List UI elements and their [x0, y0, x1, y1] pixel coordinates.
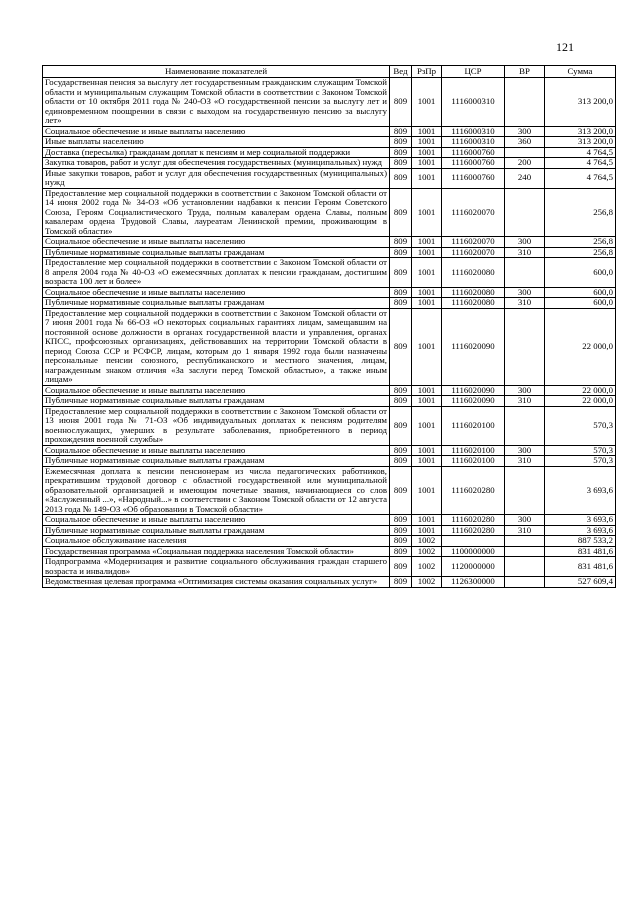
- header-ved: Вед: [390, 66, 412, 78]
- row-ved: 809: [390, 557, 412, 577]
- row-name: Социальное обеспечение и иные выплаты населению: [43, 126, 390, 137]
- row-vr: 300: [505, 385, 545, 396]
- table-row: [43, 546, 616, 557]
- row-vr: [505, 577, 545, 588]
- table-row: [43, 287, 616, 298]
- row-ved: 809: [390, 78, 412, 127]
- row-vr: 310: [505, 456, 545, 467]
- row-name: Публичные нормативные социальные выплаты гражданам: [43, 298, 390, 309]
- row-name: Социальное обеспечение и иные выплаты населению: [43, 445, 390, 456]
- row-csr: 1116020080: [442, 287, 505, 298]
- row-sum: 600,0: [545, 287, 616, 298]
- row-name: Публичные нормативные социальные выплаты гражданам: [43, 456, 390, 467]
- row-vr: 300: [505, 445, 545, 456]
- row-vr: 300: [505, 237, 545, 248]
- row-vr: 310: [505, 396, 545, 407]
- row-csr: 1116020090: [442, 308, 505, 385]
- budget-table: [42, 65, 616, 588]
- row-vr: [505, 546, 545, 557]
- row-ved: 809: [390, 396, 412, 407]
- row-sum: 22 000,0: [545, 308, 616, 385]
- row-csr: 1116000310: [442, 78, 505, 127]
- row-csr: [442, 536, 505, 547]
- row-vr: [505, 557, 545, 577]
- row-csr: 1116020100: [442, 445, 505, 456]
- table-row: [43, 168, 616, 188]
- row-ved: 809: [390, 525, 412, 536]
- row-csr: 1126300000: [442, 577, 505, 588]
- row-rzpr: 1001: [412, 396, 442, 407]
- table-row: [43, 308, 616, 385]
- row-csr: 1116000760: [442, 168, 505, 188]
- row-ved: 809: [390, 158, 412, 169]
- row-vr: [505, 308, 545, 385]
- row-rzpr: 1001: [412, 466, 442, 515]
- row-csr: 1120000000: [442, 557, 505, 577]
- row-ved: 809: [390, 126, 412, 137]
- row-sum: 570,3: [545, 456, 616, 467]
- row-sum: 256,8: [545, 247, 616, 258]
- row-vr: 300: [505, 126, 545, 137]
- row-csr: 1116020070: [442, 247, 505, 258]
- row-ved: 809: [390, 247, 412, 258]
- row-rzpr: 1001: [412, 78, 442, 127]
- row-ved: 809: [390, 258, 412, 288]
- row-ved: 809: [390, 406, 412, 445]
- row-csr: 1116020090: [442, 396, 505, 407]
- row-ved: 809: [390, 515, 412, 526]
- row-name: Публичные нормативные социальные выплаты гражданам: [43, 396, 390, 407]
- row-sum: 22 000,0: [545, 396, 616, 407]
- row-ved: 809: [390, 287, 412, 298]
- row-ved: 809: [390, 168, 412, 188]
- row-rzpr: 1001: [412, 188, 442, 237]
- row-csr: 1116020100: [442, 456, 505, 467]
- row-csr: 1116000310: [442, 137, 505, 148]
- row-csr: 1116000760: [442, 158, 505, 169]
- row-rzpr: 1002: [412, 577, 442, 588]
- row-ved: 809: [390, 308, 412, 385]
- row-sum: 313 200,0: [545, 78, 616, 127]
- table-row: [43, 515, 616, 526]
- table-row: [43, 466, 616, 515]
- row-vr: 300: [505, 515, 545, 526]
- row-vr: 310: [505, 298, 545, 309]
- row-sum: 313 200,0: [545, 126, 616, 137]
- row-rzpr: 1001: [412, 456, 442, 467]
- row-rzpr: 1001: [412, 168, 442, 188]
- row-ved: 809: [390, 188, 412, 237]
- row-sum: 570,3: [545, 406, 616, 445]
- row-ved: 809: [390, 298, 412, 309]
- row-sum: 570,3: [545, 445, 616, 456]
- table-row: [43, 78, 616, 127]
- table-row: [43, 525, 616, 536]
- row-sum: 313 200,0: [545, 137, 616, 148]
- table-row: [43, 577, 616, 588]
- row-sum: 527 609,4: [545, 577, 616, 588]
- row-csr: 1116020280: [442, 466, 505, 515]
- row-name: Социальное обеспечение и иные выплаты населению: [43, 515, 390, 526]
- row-ved: 809: [390, 466, 412, 515]
- row-name: Ведомственная целевая программа «Оптимизация системы оказания социальных услуг»: [43, 577, 390, 588]
- table-row: [43, 298, 616, 309]
- row-ved: 809: [390, 445, 412, 456]
- row-ved: 809: [390, 147, 412, 158]
- row-rzpr: 1001: [412, 158, 442, 169]
- page-number: 121: [556, 40, 574, 54]
- row-sum: 887 533,2: [545, 536, 616, 547]
- row-vr: 310: [505, 525, 545, 536]
- row-csr: 1116000760: [442, 147, 505, 158]
- table-row: [43, 557, 616, 577]
- row-csr: 1116020080: [442, 258, 505, 288]
- header-vr: ВР: [505, 66, 545, 78]
- row-rzpr: 1002: [412, 536, 442, 547]
- row-csr: 1116020280: [442, 525, 505, 536]
- header-rzpr: РзПр: [412, 66, 442, 78]
- table-row: [43, 237, 616, 248]
- row-ved: 809: [390, 577, 412, 588]
- row-sum: 831 481,6: [545, 546, 616, 557]
- row-name: Иные закупки товаров, работ и услуг для обеспечения государственных (муниципальных) нужд: [43, 168, 390, 188]
- row-name: Социальное обеспечение и иные выплаты населению: [43, 237, 390, 248]
- table-row: [43, 385, 616, 396]
- row-rzpr: 1002: [412, 557, 442, 577]
- row-sum: 600,0: [545, 298, 616, 309]
- row-csr: 1116020080: [442, 298, 505, 309]
- table-row: [43, 247, 616, 258]
- table-row: [43, 258, 616, 288]
- row-name: Социальное обслуживание населения: [43, 536, 390, 547]
- row-name: Доставка (пересылка) гражданам доплат к пенсиям и мер социальной поддержки: [43, 147, 390, 158]
- row-rzpr: 1001: [412, 247, 442, 258]
- row-sum: 22 000,0: [545, 385, 616, 396]
- table-header-row: [43, 66, 616, 78]
- row-name: Публичные нормативные социальные выплаты гражданам: [43, 525, 390, 536]
- row-rzpr: 1001: [412, 126, 442, 137]
- row-ved: 809: [390, 237, 412, 248]
- row-csr: 1116020280: [442, 515, 505, 526]
- row-rzpr: 1001: [412, 137, 442, 148]
- row-vr: 360: [505, 137, 545, 148]
- row-sum: 3 693,6: [545, 515, 616, 526]
- header-sum: Сумма: [545, 66, 616, 78]
- row-csr: 1100000000: [442, 546, 505, 557]
- row-name: Предоставление мер социальной поддержки в соответствии с Законом Томской области от 13 июня 2001 года № 71-ОЗ «Об индивидуальных доплатах к пенсиям родителям военнослужащих, умерших в результате заболевания, приобретенного в период прохождения военной службы»: [43, 406, 390, 445]
- row-sum: 256,8: [545, 188, 616, 237]
- row-rzpr: 1001: [412, 258, 442, 288]
- row-name: Социальное обеспечение и иные выплаты населению: [43, 287, 390, 298]
- row-name: Государственная программа «Социальная поддержка населения Томской области»: [43, 546, 390, 557]
- table-row: [43, 445, 616, 456]
- row-rzpr: 1001: [412, 147, 442, 158]
- table-row: [43, 158, 616, 169]
- row-rzpr: 1001: [412, 308, 442, 385]
- row-vr: [505, 258, 545, 288]
- table-row: [43, 188, 616, 237]
- header-csr: ЦСР: [442, 66, 505, 78]
- row-name: Предоставление мер социальной поддержки в соответствии с Законом Томской области от 7 июня 2001 года № 66-ОЗ «О некоторых социальных гарантиях лицам, замещавшим на постоянной основе должности в органах государственной власти и управления, органах КПСС, профсоюзных организациях, действовавших на территории Томской области в период Союза ССР и РСФСР, лицам, которым до 1 января 1992 года были назначены персональные пенсии союзного, республиканского и местного значения, лицам, награжденным знаком отличия «За заслуги перед Томской областью», а также иным лицам»: [43, 308, 390, 385]
- row-name: Подпрограмма «Модернизация и развитие социального обслуживания граждан старшего возраста и инвалидов»: [43, 557, 390, 577]
- row-name: Предоставление мер социальной поддержки в соответствии с Законом Томской области от 14 июня 2002 года № 34-ОЗ «Об установлении надбавки к пенсии Героям Советского Союза, Героям Социалистического Труда, полным кавалерам ордена Славы, полным кавалерам ордена Трудовой Славы, лауреатам Ленинской премии, проживающим в Томской области»: [43, 188, 390, 237]
- row-name: Государственная пенсия за выслугу лет государственным гражданским служащим Томской области и муниципальным служащим Томской области в соответствии с Законом Томской области от 10 октября 2011 года № 240-ОЗ «О государственной пенсии за выслугу лет и единовременном поощрении в связи с выходом на государственную пенсию за выслугу лет»: [43, 78, 390, 127]
- row-sum: 4 764,5: [545, 168, 616, 188]
- row-sum: 3 693,6: [545, 525, 616, 536]
- table-row: [43, 536, 616, 547]
- row-sum: 3 693,6: [545, 466, 616, 515]
- table-row: [43, 396, 616, 407]
- row-ved: 809: [390, 137, 412, 148]
- row-vr: 310: [505, 247, 545, 258]
- row-rzpr: 1001: [412, 515, 442, 526]
- row-name: Публичные нормативные социальные выплаты гражданам: [43, 247, 390, 258]
- row-sum: 831 481,6: [545, 557, 616, 577]
- row-name: Предоставление мер социальной поддержки в соответствии с Законом Томской области от 8 апреля 2004 года № 40-ОЗ «О ежемесячных доплатах к пенсии гражданам, достигшим возраста 100 лет и более»: [43, 258, 390, 288]
- row-sum: 600,0: [545, 258, 616, 288]
- row-sum: 4 764,5: [545, 158, 616, 169]
- row-vr: 200: [505, 158, 545, 169]
- row-name: Социальное обеспечение и иные выплаты населению: [43, 385, 390, 396]
- row-sum: 256,8: [545, 237, 616, 248]
- row-rzpr: 1001: [412, 385, 442, 396]
- row-rzpr: 1001: [412, 298, 442, 309]
- row-ved: 809: [390, 546, 412, 557]
- row-ved: 809: [390, 385, 412, 396]
- row-name: Иные выплаты населению: [43, 137, 390, 148]
- table-row: [43, 137, 616, 148]
- row-vr: [505, 466, 545, 515]
- row-vr: [505, 147, 545, 158]
- row-vr: [505, 406, 545, 445]
- row-vr: 240: [505, 168, 545, 188]
- row-ved: 809: [390, 536, 412, 547]
- row-csr: 1116020090: [442, 385, 505, 396]
- row-rzpr: 1001: [412, 237, 442, 248]
- row-vr: [505, 78, 545, 127]
- row-name: Ежемесячная доплата к пенсии пенсионерам из числа педагогических работников, прекратившим трудовой договор с областной государственной или муниципальной образовательной организацией и имеющим почетные звания, начинающиеся со слов «Заслуженный ...», «Народный...» в соответствии с Законом Томской области от 12 августа 2013 года № 149-ОЗ «Об образовании в Томской области»: [43, 466, 390, 515]
- row-rzpr: 1001: [412, 525, 442, 536]
- row-rzpr: 1001: [412, 406, 442, 445]
- row-name: Закупка товаров, работ и услуг для обеспечения государственных (муниципальных) нужд: [43, 158, 390, 169]
- header-name: Наименование показателей: [43, 66, 390, 78]
- table-row: [43, 126, 616, 137]
- row-vr: 300: [505, 287, 545, 298]
- table-row: [43, 406, 616, 445]
- row-rzpr: 1001: [412, 287, 442, 298]
- row-csr: 1116000310: [442, 126, 505, 137]
- row-rzpr: 1002: [412, 546, 442, 557]
- row-csr: 1116020070: [442, 188, 505, 237]
- row-csr: 1116020100: [442, 406, 505, 445]
- row-ved: 809: [390, 456, 412, 467]
- table-row: [43, 147, 616, 158]
- table-row: [43, 456, 616, 467]
- row-vr: [505, 536, 545, 547]
- row-rzpr: 1001: [412, 445, 442, 456]
- row-csr: 1116020070: [442, 237, 505, 248]
- row-sum: 4 764,5: [545, 147, 616, 158]
- row-vr: [505, 188, 545, 237]
